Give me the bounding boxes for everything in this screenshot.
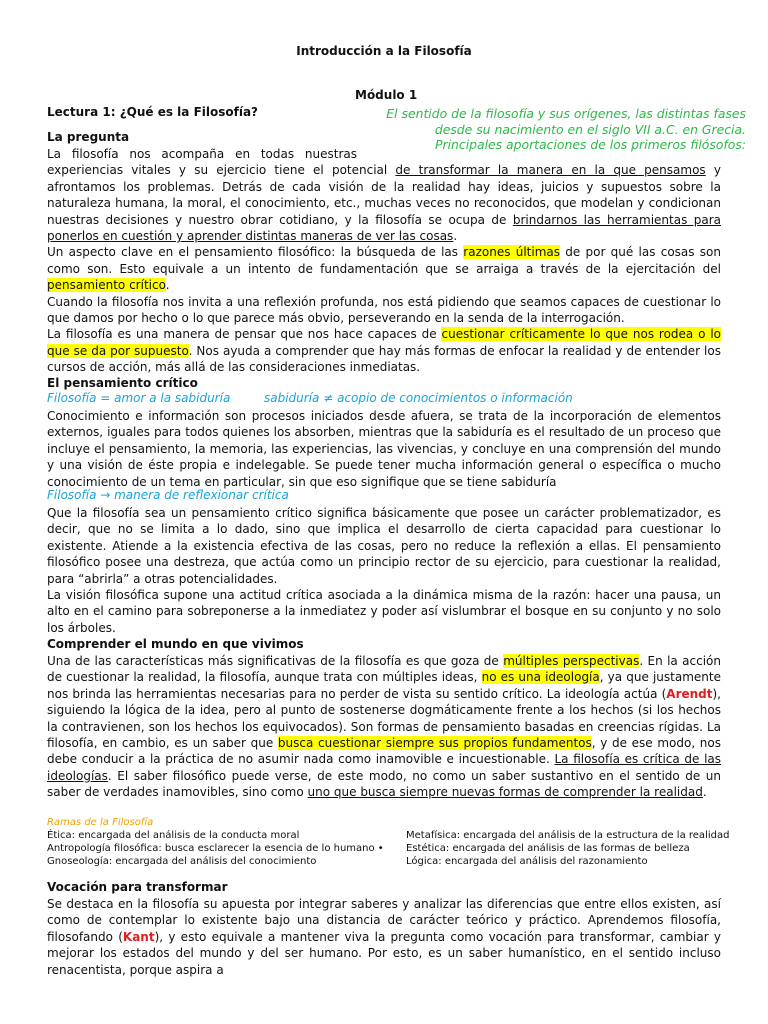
p1-c: y afrontamos los problemas. Detrás de cada visión de la realidad hay ideas, juicios y supuestos sobre la naturaleza humana, la moral, el conocimiento, etc., muchas veces no reconocidos, que modelan y condicionan nuestras decisiones y nuestro obrar cotidiano, y la filosofía se ocupa de [47, 163, 721, 227]
aside-note: El sentido de la filosofía y sus orígenes, las distintas fases desde su nacimiento en el siglo VII a.C. en Grecia. Principales aportaciones de los primeros filósofos: [386, 106, 746, 152]
branch-antropologia: Antropología filosófica: busca esclarecer la esencia de lo humano • [47, 843, 384, 854]
s3-underline-nuevas-formas: uno que busca siempre nuevas formas de comprender la realidad [307, 785, 703, 800]
s4-author-kant: Kant [122, 929, 155, 944]
note-amor-sabiduria: Filosofía = amor a la sabiduría [47, 391, 231, 405]
section-heading-la-pregunta: La pregunta [47, 130, 130, 144]
section1-body [47, 146, 721, 376]
p2-a: Un aspecto clave en el pensamiento filosófico: la búsqueda de las [47, 245, 464, 260]
p2-highlight-razones: razones últimas [463, 245, 560, 260]
p4-c: . Nos ayuda a comprender que hay más formas de enfocar la realidad y de entender los cursos de acción, más allá de las consideraciones inmediatas. [47, 343, 721, 375]
s3-a: Una de las características más significativas de la filosofía es que goza de [47, 654, 504, 668]
p2-c: de por qué las cosas son como son. Esto equivale a un intento de fundamentación que se arraiga a través de la ejercitación del [47, 245, 721, 276]
section4-body [47, 896, 721, 978]
section-heading-pensamiento-critico: El pensamiento crítico [47, 376, 198, 390]
s3-k: . El saber filosófico puede verse, de este modo, no como un saber sustantivo en el sentido de un saber de verdades inamovibles, sino como [47, 768, 721, 800]
document-title: Introducción a la Filosofía [296, 44, 472, 58]
module-title: Módulo 1 [355, 88, 418, 102]
p4-highlight-cuestionar: cuestionar críticamente lo que nos rodea o lo que se da por supuesto [47, 327, 721, 358]
section-heading-vocacion: Vocación para transformar [47, 880, 228, 894]
section2-p2: Que la filosofía sea un pensamiento crítico significa básicamente que posee un carácter problematizador, es decir, que no se limita a lo dado, sino que implica el desarrollo de cierta capacidad para cuestionar lo existente. Atiende a la existencia efectiva de las cosas, pero no reduce la reflexión a ellas. El pensamiento filosófico posee una destreza, que actúa como un principio rector de su ejercicio, para cuestionar la realidad, para “abrirla” a otras potencialidades. [47, 506, 721, 586]
s3-i: , y de ese modo, nos debe conducir a la práctica de no asumir nada como inamovible e incuestionable. [47, 736, 722, 767]
s3-underline-critica: La filosofía es crítica de las ideologías [47, 752, 722, 783]
s3-m: . [702, 785, 707, 800]
p3: Cuando la filosofía nos invita a una reflexión profunda, nos está pidiendo que seamos capaces de cuestionar lo que damos por hecho o lo que parece más obvio, perseverando en la senda de la interrogación. [47, 294, 721, 326]
section3-body [47, 653, 721, 801]
p1-underline-herramientas: brindarnos las herramientas para ponerlos en cuestión y aprender distintas maneras de ver las cosas [47, 212, 722, 244]
section2-p1: Conocimiento e información son procesos iniciados desde afuera, se trata de la incorporación de elementos externos, iguales para todos quienes los absorben, mientras que la sabiduría es el resultado de un proceso que incluye el pensamiento, la memoria, las experiencias, las vivencias, y concluye en una comprensión del mundo y una visión de éste propia e indelegable. Se puede tener mucha información general o específica o mucho conocimiento de un tema en particular, sin que eso signifique que se tiene sabiduría [47, 409, 721, 489]
s3-highlight-fundamentos: busca cuestionar siempre sus propios fundamentos [277, 736, 592, 751]
s3-e: , ya que justamente nos brinda las herramientas necesarias para no perder de vista su sentido crítico. La ideología actúa ( [47, 670, 721, 701]
branch-etica: Ética: encargada del análisis de la conducta moral [47, 830, 300, 841]
branch-estetica: Estética: encargada del análisis de las formas de belleza [406, 843, 690, 854]
s4-c: ), y esto equivale a mantener viva la pregunta como vocación para transformar, cambiar y mejorar los estados del mundo y del ser humano. Por esto, es un saber humanístico, en el sentido incluso renacentista, porque aspira a [47, 929, 721, 977]
s3-author-arendt: Arendt [666, 686, 713, 701]
p2-highlight-pensamiento: pensamiento crítico [47, 278, 166, 293]
branch-metafisica: Metafísica: encargada del análisis de la estructura de la realidad [406, 830, 730, 841]
branches-left [47, 829, 397, 868]
branches-right [406, 829, 746, 868]
section2-p3: La visión filosófica supone una actitud crítica asociada a la dinámica misma de la razón: hacer una pausa, un alto en el camino para sobreponerse a la inmediatez y poder así vislumbrar el bosque en su conjunto y no solo los árboles. [47, 588, 721, 635]
s3-g: ), siguiendo la lógica de la idea, pero al punto de sostenerse dogmáticamente frente a los hechos (si los hechos la contravienen, son los hechos los equivocados). Son formas de pensamiento basadas en creencias rígidas. La filosofía, en cambio, es un saber que [47, 686, 721, 751]
note-manera-reflexionar: Filosofía → manera de reflexionar crítica [47, 488, 289, 502]
s3-highlight-ideologia: no es una ideología [481, 670, 600, 685]
p4-a: La filosofía es una manera de pensar que nos hace capaces de [47, 327, 442, 342]
branch-logica: Lógica: encargada del análisis del razonamiento [406, 856, 648, 867]
lecture-title: Lectura 1: ¿Qué es la Filosofía? [47, 105, 259, 119]
branches-title: Ramas de la Filosofía [47, 817, 154, 828]
branch-gnoseologia: Gnoseología: encargada del análisis del conocimiento [47, 856, 317, 867]
s3-highlight-multiples: múltiples perspectivas [503, 654, 640, 668]
p1-e: . [453, 229, 458, 244]
p1-a-rest: experiencias vitales y su ejercicio tiene el potencial [47, 163, 396, 178]
note-sabiduria-no-igual: sabiduría ≠ acopio de conocimientos o información [264, 391, 573, 405]
section-heading-comprender-mundo: Comprender el mundo en que vivimos [47, 637, 304, 651]
s4-a: Se destaca en la filosofía su apuesta por integrar saberes y analizar las diferencias que entre ellos existen, así como de contemplar lo existente bajo una distancia de carácter teórico y práctico. Aprendemos filosofía, filosofando ( [47, 897, 721, 944]
s3-c: . En la acción de cuestionar la realidad, la filosofía, aunque trata con múltiples ideas, [47, 654, 721, 685]
p1-start: La filosofía nos acompaña en todas nuestras [47, 147, 357, 161]
p2-e: . [165, 278, 170, 293]
p1-underline-transformar: de transformar la manera en la que pensamos [395, 163, 706, 178]
